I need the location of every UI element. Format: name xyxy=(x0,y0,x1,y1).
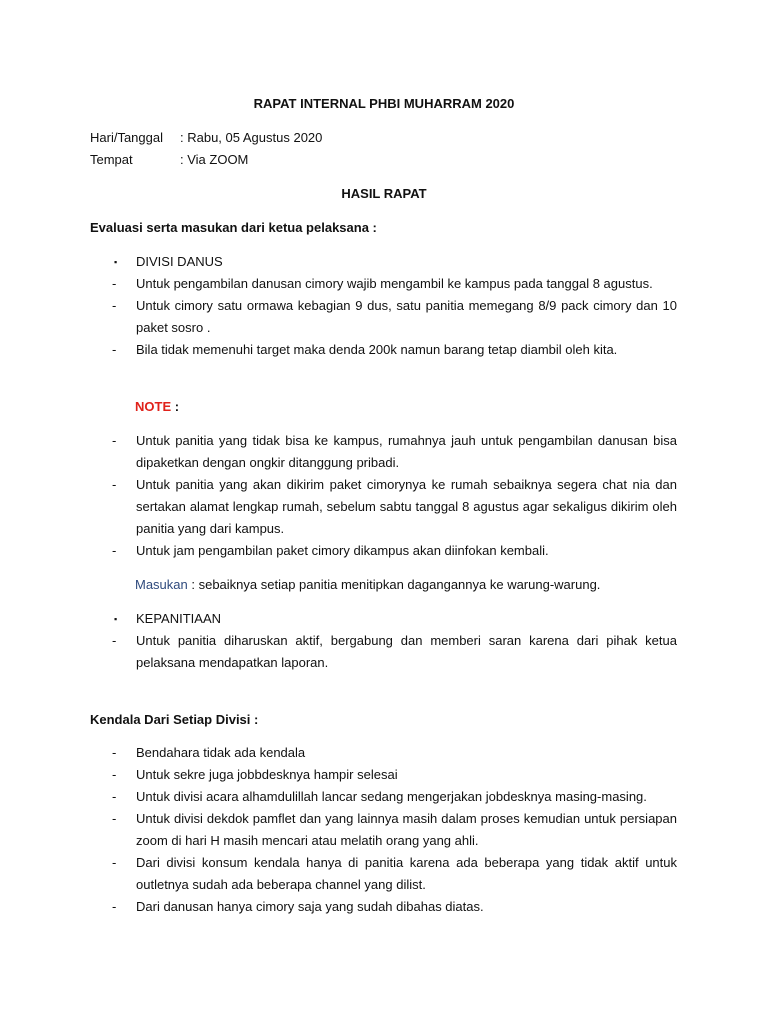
list-item xyxy=(112,630,677,674)
masukan-label: Masukan xyxy=(135,577,188,592)
dash-marker: - xyxy=(112,745,117,760)
dash-marker: - xyxy=(112,899,117,914)
list-item xyxy=(112,808,677,852)
list-item-text: Untuk jam pengambilan paket cimory dikampus akan diinfokan kembali. xyxy=(136,543,549,558)
hari-tanggal-label: Hari/Tanggal xyxy=(90,130,163,145)
dash-marker: - xyxy=(112,789,117,804)
list-item-text: Untuk panitia diharuskan aktif, bergabung dan memberi saran karena dari pihak ketua pelaksana mendapatkan laporan. xyxy=(136,633,677,670)
note-heading xyxy=(135,396,179,418)
list-item xyxy=(112,474,677,540)
list-item xyxy=(112,896,677,918)
list-item-text: Dari divisi konsum kendala hanya di panitia karena ada beberapa yang tidak aktif untuk outletnya sudah ada beberapa channel yang dilist. xyxy=(136,855,677,892)
list-item xyxy=(112,273,677,295)
list-item-text: Bila tidak memenuhi target maka denda 200k namun barang tetap diambil oleh kita. xyxy=(136,342,618,357)
divisi-danus-list xyxy=(112,251,677,361)
tempat-label: Tempat xyxy=(90,152,133,167)
list-item-text: Untuk divisi dekdok pamflet dan yang lainnya masih dalam proses kemudian untuk persiapan zoom di hari H masih mencari atau melatih orang yang ahli. xyxy=(136,811,677,848)
tempat-value: : Via ZOOM xyxy=(180,152,249,167)
list-item xyxy=(112,295,677,339)
document-title: RAPAT INTERNAL PHBI MUHARRAM 2020 xyxy=(253,96,515,111)
list-item-text: Untuk divisi acara alhamdulillah lancar sedang mengerjakan jobdesknya masing-masing. xyxy=(136,789,647,804)
kepanitiaan-list xyxy=(112,608,677,674)
note-label: NOTE xyxy=(135,399,172,414)
masukan-text: : sebaiknya setiap panitia menitipkan dagangannya ke warung-warung. xyxy=(187,577,601,592)
list-item xyxy=(112,430,677,474)
list-item xyxy=(112,540,677,562)
list-item-text: Untuk cimory satu ormawa kebagian 9 dus, satu panitia memegang 8/9 pack cimory dan 10 paket sosro . xyxy=(136,298,677,335)
dash-marker: - xyxy=(112,477,117,492)
dash-marker: - xyxy=(112,811,117,826)
dash-marker: - xyxy=(112,342,117,357)
kendala-heading: Kendala Dari Setiap Divisi : xyxy=(90,712,259,727)
kepanitiaan-label: KEPANITIAAN xyxy=(136,611,222,626)
list-item xyxy=(112,786,677,808)
kendala-list xyxy=(112,742,677,918)
masukan-line xyxy=(135,574,695,596)
list-item xyxy=(112,852,677,896)
hasil-rapat-heading: HASIL RAPAT xyxy=(341,186,427,201)
divisi-danus-label: DIVISI DANUS xyxy=(136,254,223,269)
dash-marker: - xyxy=(112,633,117,648)
bullet-item-divisi-danus xyxy=(112,251,677,273)
dash-marker: - xyxy=(112,298,117,313)
list-item-text: Untuk sekre juga jobbdesknya hampir selesai xyxy=(136,767,398,782)
bullet-marker: ▪ xyxy=(114,614,118,624)
list-item-text: Untuk panitia yang tidak bisa ke kampus, rumahnya jauh untuk pengambilan danusan bisa dipaketkan dengan ongkir ditanggung pribadi. xyxy=(136,433,677,470)
dash-marker: - xyxy=(112,767,117,782)
list-item xyxy=(112,742,677,764)
list-item-text: Dari danusan hanya cimory saja yang sudah dibahas diatas. xyxy=(136,899,484,914)
list-item-text: Untuk panitia yang akan dikirim paket cimorynya ke rumah sebaiknya segera chat nia dan sertakan alamat lengkap rumah, sebelum sabtu tanggal 8 agustus agar sekaligus dikirim oleh panitia yang dari kampus. xyxy=(136,477,677,536)
list-item xyxy=(112,339,677,361)
bullet-item-kepanitiaan xyxy=(112,608,677,630)
dash-marker: - xyxy=(112,433,117,448)
dash-marker: - xyxy=(112,276,117,291)
list-item xyxy=(112,764,677,786)
hari-tanggal-value: : Rabu, 05 Agustus 2020 xyxy=(180,130,323,145)
note-colon: : xyxy=(171,399,180,414)
list-item-text: Untuk pengambilan danusan cimory wajib mengambil ke kampus pada tanggal 8 agustus. xyxy=(136,276,653,291)
list-item-text: Bendahara tidak ada kendala xyxy=(136,745,306,760)
bullet-marker: ▪ xyxy=(114,257,118,267)
evaluasi-heading: Evaluasi serta masukan dari ketua pelaksana : xyxy=(90,220,377,235)
dash-marker: - xyxy=(112,543,117,558)
dash-marker: - xyxy=(112,855,117,870)
note-list xyxy=(112,430,677,562)
